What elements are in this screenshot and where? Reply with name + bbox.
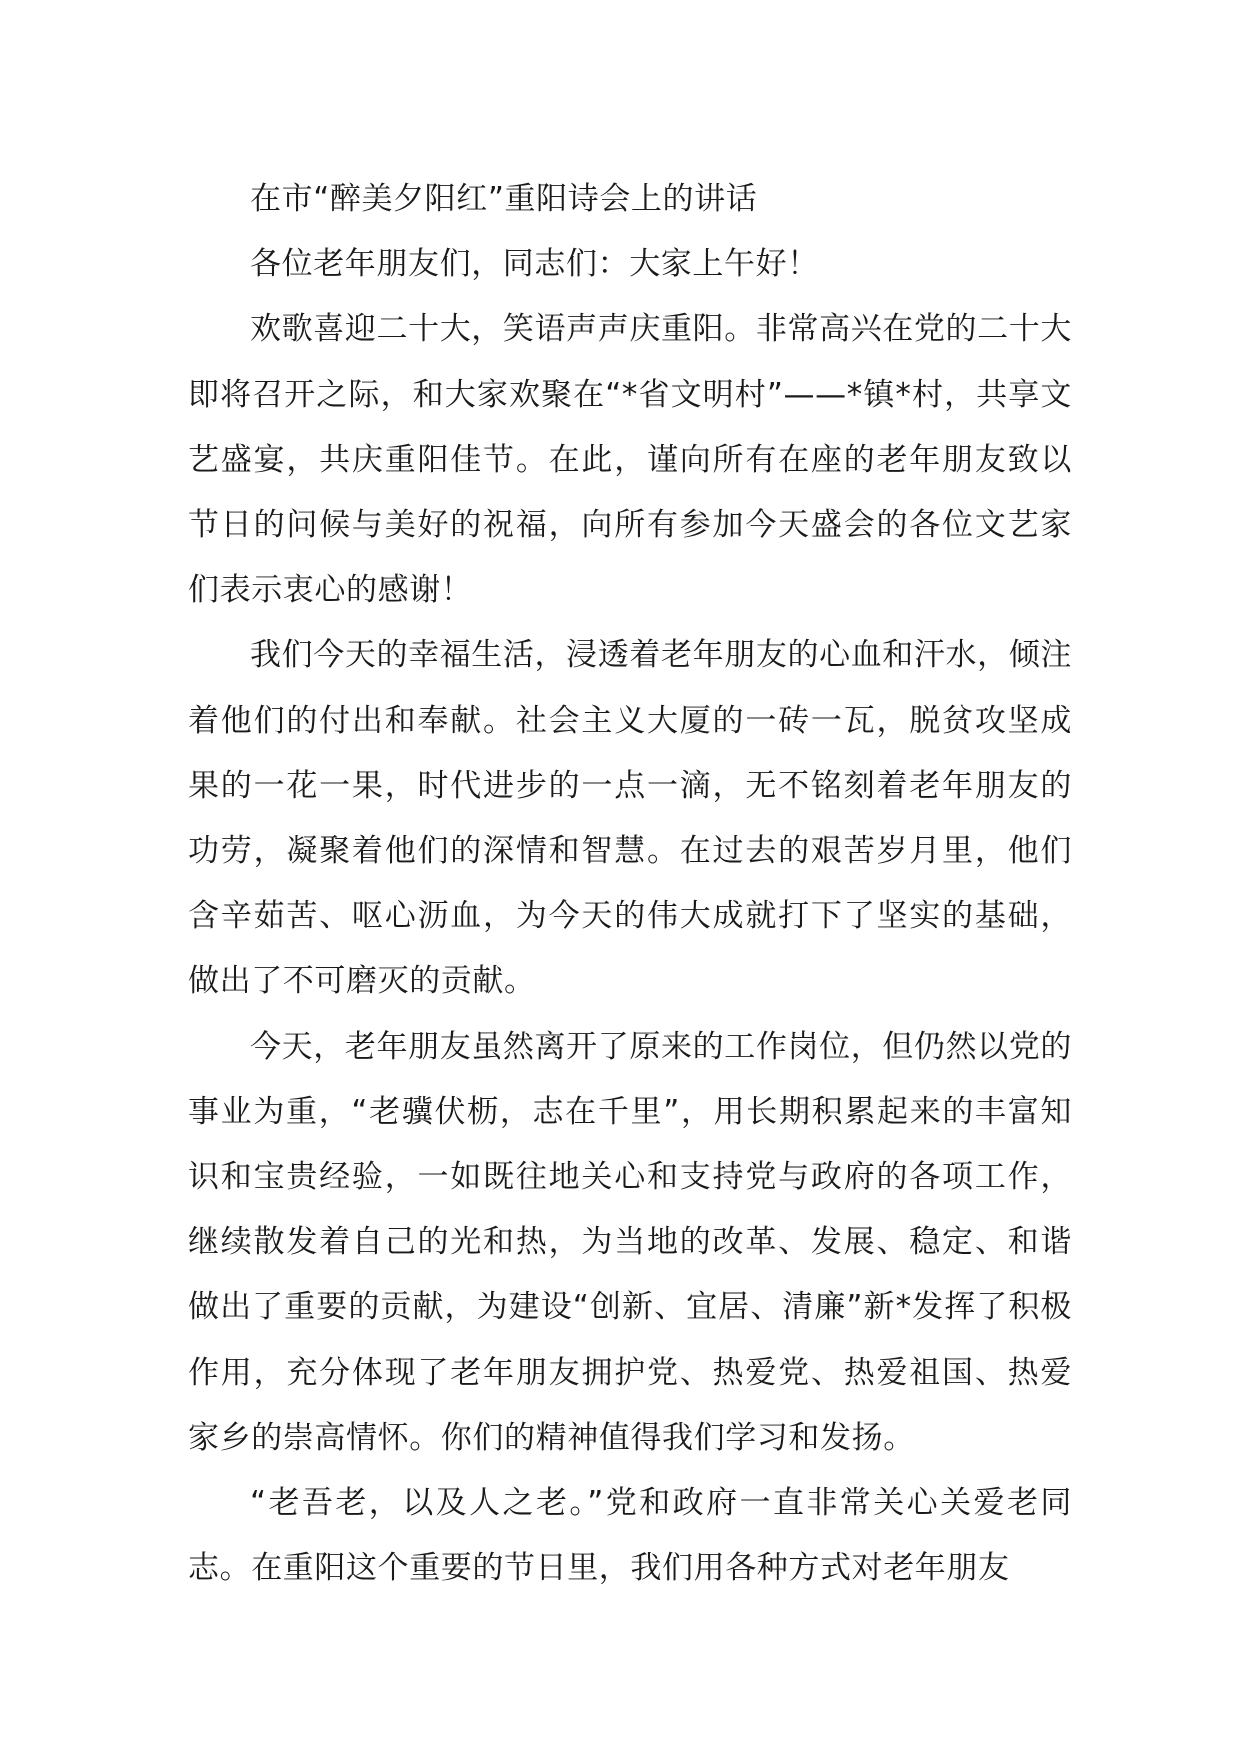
salutation: 各位老年朋友们，同志们：大家上午好！ — [250, 246, 819, 283]
document-body — [188, 167, 1072, 1601]
document-title: 在市“醉美夕阳红”重阳诗会上的讲话 — [250, 181, 758, 217]
paragraph-3: 今天，老年朋友虽然离开了原来的工作岗位，但仍然以党的事业为重，“老骥伏枥，志在千里”，用长期积累起来的丰富知识和宝贵经验，一如既往地关心和支持党与政府的各项工作，继续散发着自己的光和热，为当地的改革、发展、稳定、和谐做出了重要的贡献，为建设“创新、宜居、清廉”新*发挥了积极作用，充分体现了老年朋友拥护党、热爱党、热爱祖国、热爱家乡的崇高情怀。你们的精神值得我们学习和发扬。 — [188, 1028, 1072, 1456]
paragraph-2: 我们今天的幸福生活，浸透着老年朋友的心血和汗水，倾注着他们的付出和奉献。社会主义大厦的一砖一瓦，脱贫攻坚成果的一花一果，时代进步的一点一滴，无不铭刻着老年朋友的功劳，凝聚着他们的深情和智慧。在过去的艰苦岁月里，他们含辛茹苦、呕心沥血，为今天的伟大成就打下了坚实的基础，做出了不可磨灭的贡献。 — [188, 637, 1072, 1000]
paragraph-4: “老吾老，以及人之老。”党和政府一直非常关心关爱老同志。在重阳这个重要的节日里，我们用各种方式对老年朋友 — [188, 1485, 1072, 1587]
paragraph-1: 欢歌喜迎二十大，笑语声声庆重阳。非常高兴在党的二十大即将召开之际，和大家欢聚在“*省文明村”——*镇*村，共享文艺盛宴，共庆重阳佳节。在此，谨向所有在座的老年朋友致以节日的问候与美好的祝福，向所有参加今天盛会的各位文艺家们表示衷心的感谢！ — [188, 311, 1072, 609]
